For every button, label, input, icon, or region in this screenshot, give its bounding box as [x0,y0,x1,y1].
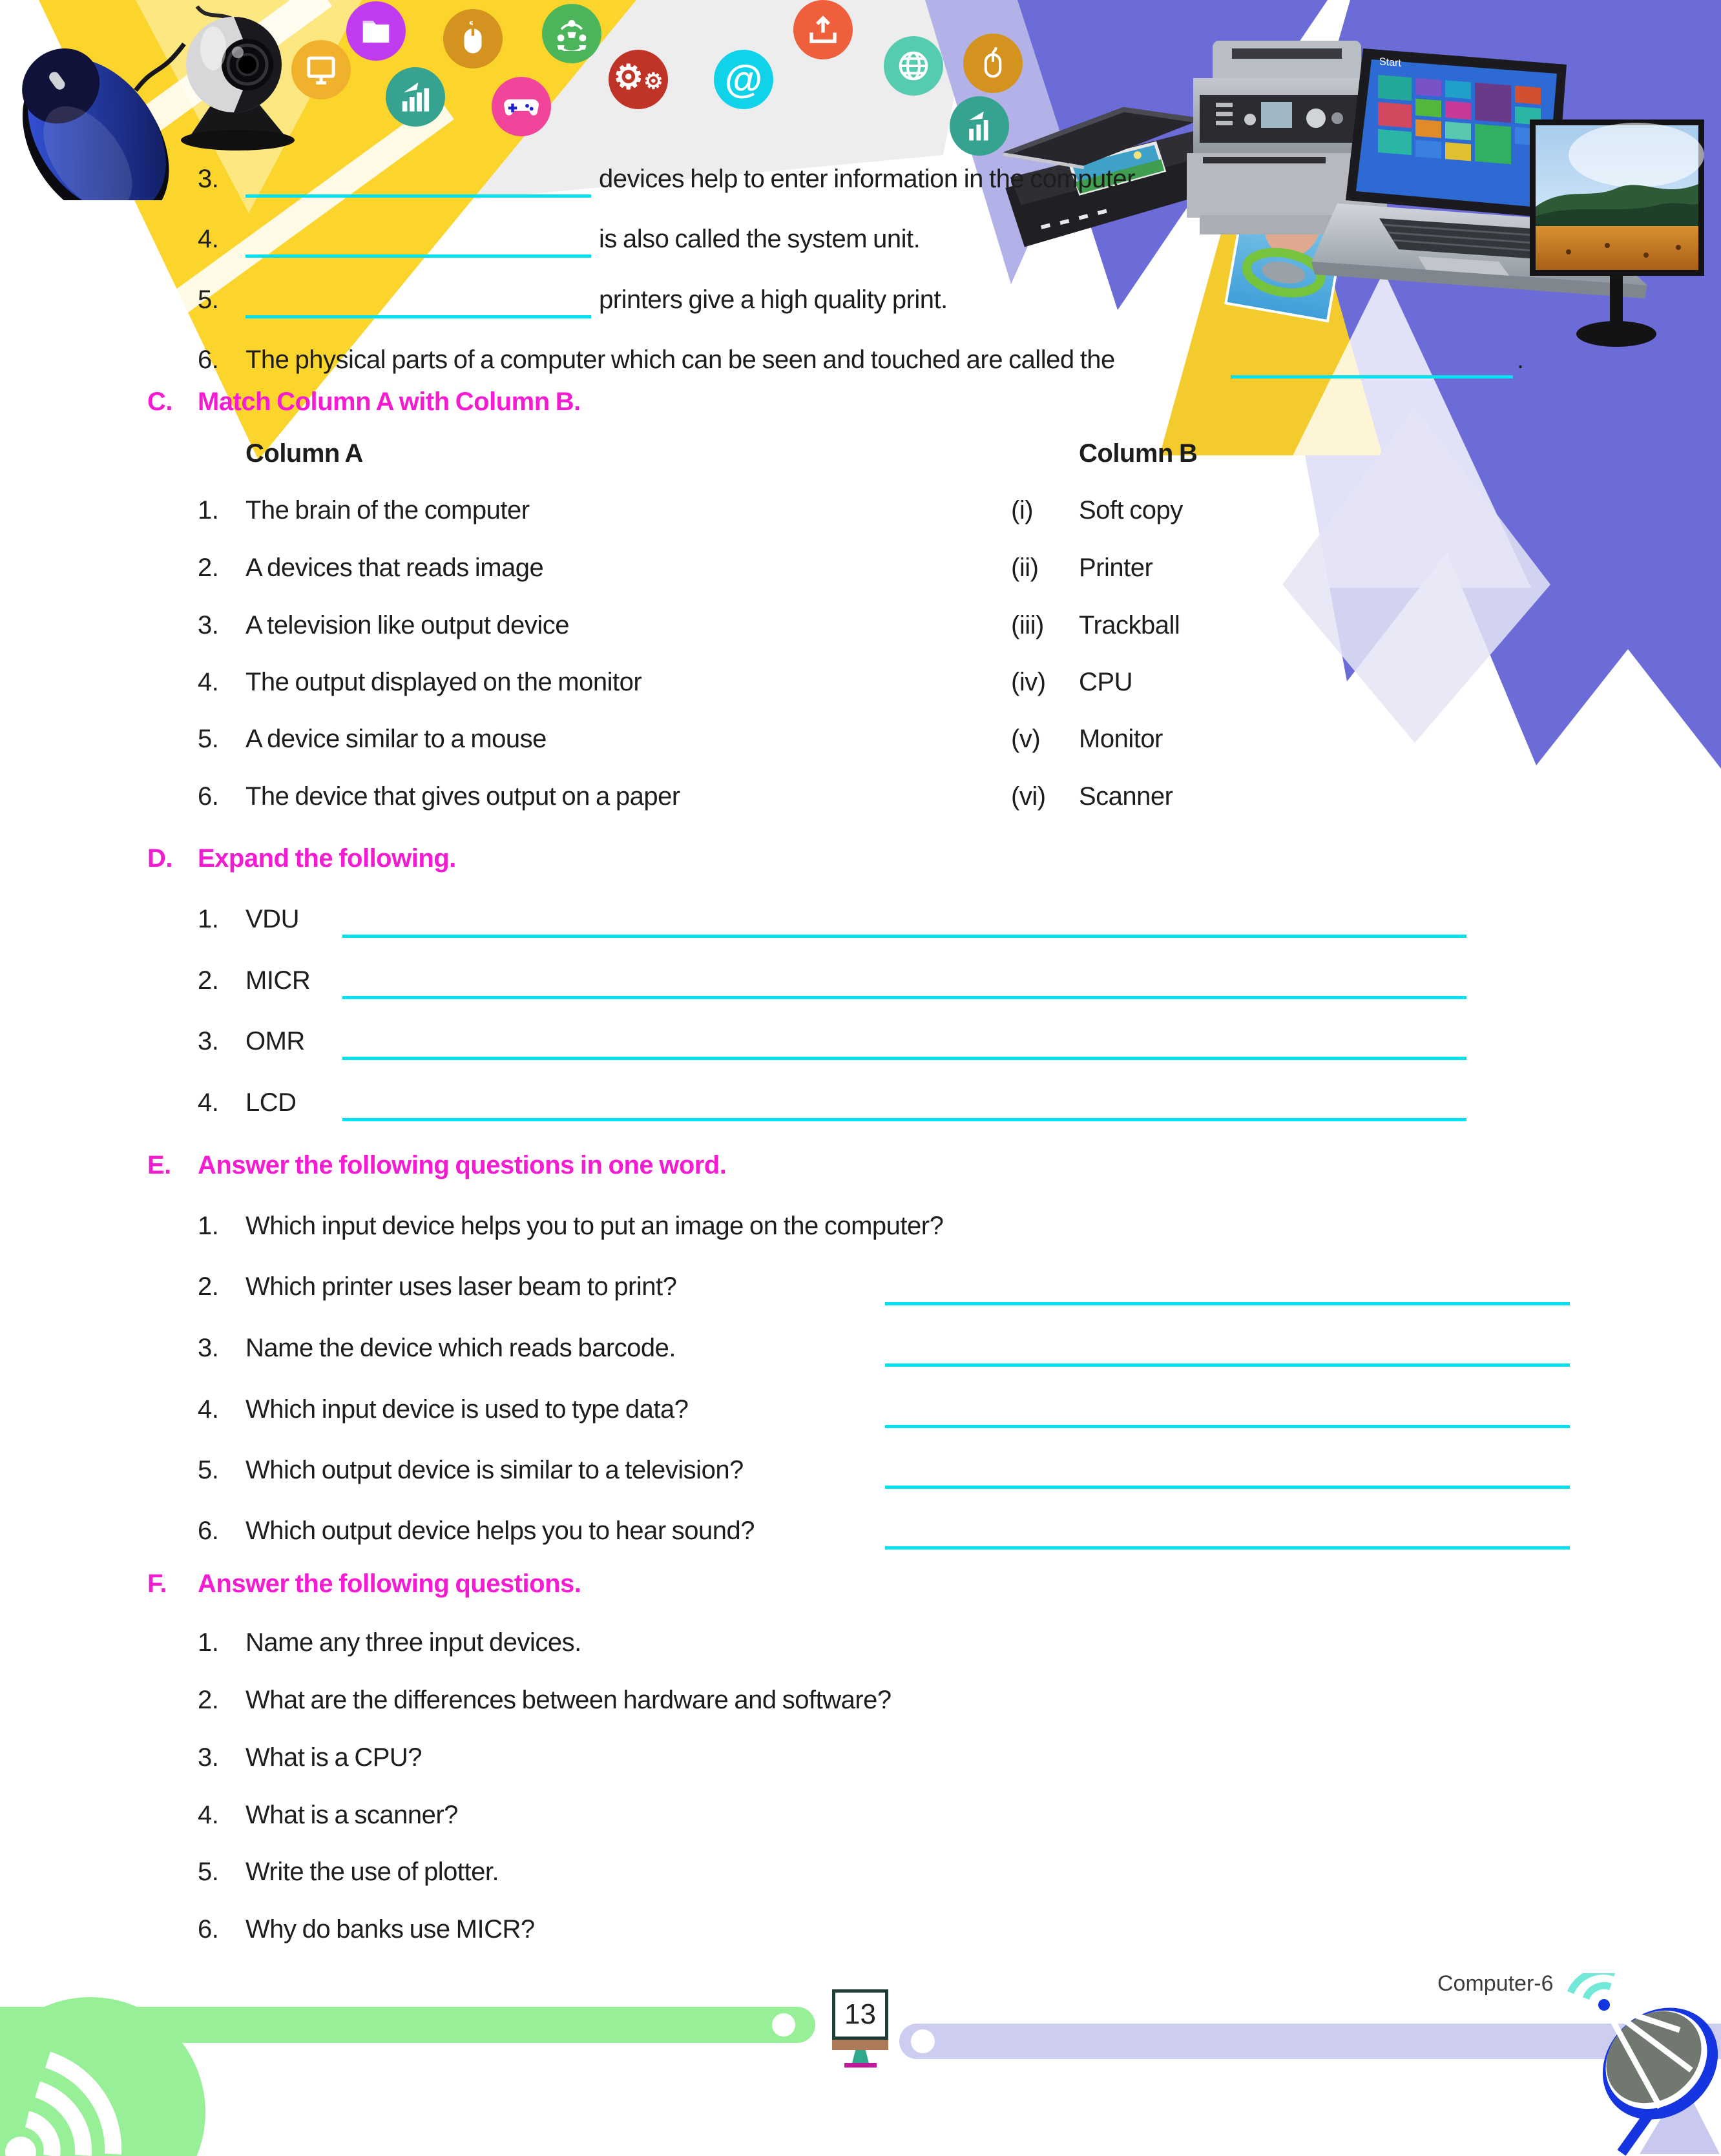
book-label: Computer-6 [1437,1971,1554,1996]
growth-chart-icon [950,96,1009,156]
question-item: 5. Write the use of plotter. [198,1858,499,1886]
network-icon [542,4,601,63]
match-row: 6. The device that gives output on a paper (vi) Scanner [198,782,1173,811]
page-badge-stand [852,2050,869,2063]
gamepad-icon [492,77,551,136]
match-row: 3. A television like output device (iii) Trackball [198,611,1180,639]
satellite-dish-logo [1544,1973,1721,2156]
page-badge-foot [844,2063,877,2068]
one-word-question: 3. Name the device which reads barcode. [0,1330,1721,1370]
section-c-heading: C. Match Column A with Column B. [147,388,581,416]
section-e-heading: E. Answer the following questions in one word. [147,1151,727,1179]
mouse-outline-icon [963,34,1023,93]
expand-item: 3. OMR [0,1023,1721,1063]
question-item: 6. Why do banks use MICR? [198,1915,535,1944]
footer-green-bar [0,2007,815,2043]
answer-line[interactable] [342,901,1466,938]
question-item: 3. What is a CPU? [198,1743,422,1772]
answer-line[interactable] [342,962,1466,999]
folder-icon [346,1,406,61]
page-badge-base-bar [832,2040,888,2050]
fill-item-6: 6. The physical parts of a computer which can be seen and touched are called the . [0,342,1721,382]
globe-icon [884,36,943,96]
fill-item-3: 3. devices help to enter information in the computer. [0,161,1721,201]
answer-line[interactable] [885,1513,1570,1550]
expand-item: 1. VDU [0,901,1721,941]
one-word-question: 4. Which input device is used to type data? [0,1391,1721,1431]
answer-line[interactable] [342,1023,1466,1060]
gears-icon: ⚙⚙ [609,50,668,109]
answer-blank[interactable] [245,221,591,258]
svg-text:Start: Start [1379,56,1401,69]
match-row: 1. The brain of the computer (i) Soft copy [198,496,1183,524]
expand-item: 4. LCD [0,1084,1721,1125]
one-word-question: 5. Which output device is similar to a television? [0,1452,1721,1492]
webcam-image [162,3,310,155]
question-item: 1. Name any three input devices. [198,1628,581,1657]
match-row: 4. The output displayed on the monitor (iv) CPU [198,668,1132,696]
answer-blank[interactable] [1231,342,1513,378]
mouse-icon [443,9,503,68]
page-number-badge [832,1989,888,2040]
match-column-headers: Column A Column B [245,439,1198,468]
one-word-question: 6. Which output device helps you to hear sound? [0,1513,1721,1553]
monitor-icon [291,40,351,99]
page-number: 13 [844,1998,876,2030]
upload-icon [793,0,853,59]
one-word-question: 2. Which printer uses laser beam to print? [0,1269,1721,1309]
answer-line[interactable] [885,1391,1570,1428]
match-row: 5. A device similar to a mouse (v) Monitor [198,725,1163,753]
answer-line[interactable] [885,1452,1570,1489]
answer-blank[interactable] [245,282,591,318]
answer-line[interactable] [885,1269,1570,1305]
answer-line[interactable] [342,1084,1466,1121]
section-f-heading: F. Answer the following questions. [147,1570,581,1598]
fill-item-5: 5. printers give a high quality print. [0,282,1721,322]
fill-item-4: 4. is also called the system unit. [0,221,1721,261]
footer-green-bar-hole [772,2013,795,2037]
answer-line[interactable] [885,1330,1570,1367]
expand-item: 2. MICR [0,962,1721,1002]
bar-chart-icon [386,67,445,127]
question-item: 2. What are the differences between hardware and software? [198,1686,892,1714]
answer-blank[interactable] [245,161,591,198]
one-word-question: 1. Which input device helps you to put an image on the computer? [198,1212,944,1240]
match-row: 2. A devices that reads image (ii) Printer [198,554,1153,582]
footer-lavender-bar-hole [911,2029,935,2053]
section-d-heading: D. Expand the following. [147,844,456,873]
at-sign-icon: @ [714,50,773,109]
question-item: 4. What is a scanner? [198,1801,458,1829]
